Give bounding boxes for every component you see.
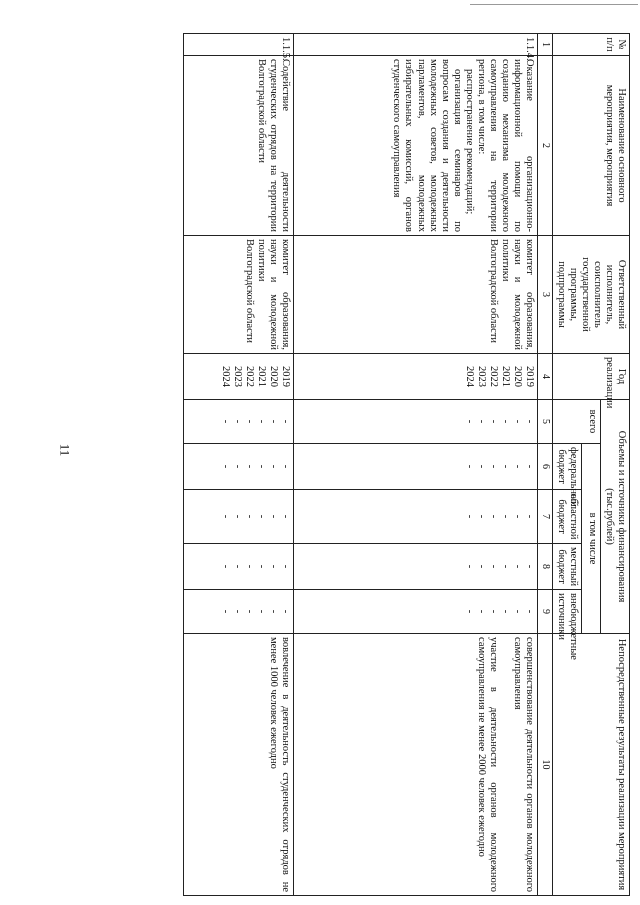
row-result-item: вовлечение в деятельность студенческих отрядов не менее 1000 человек ежегодно [268,637,292,893]
header-extra: внебюджетные источники [552,590,581,634]
row-name-main: Оказание организационно-информационной помощи по созданию механизма молодежного самоуправления на территории региона, в том числе: [475,59,536,232]
row-extra: - - - - - - [294,590,538,634]
col-number: 6 [538,444,553,490]
col-number: 9 [538,590,553,634]
row-local: - - - - - - [184,544,294,590]
header-executor: Ответственный исполнитель, соисполнитель государственной программы, подпрограммы [552,236,629,354]
col-number: 1 [538,34,553,56]
col-number: 4 [538,354,553,400]
row-local: - - - - - - [294,544,538,590]
row-name: Содействие деятельности студенческих отрядов на территории Волгоградской области [184,56,294,236]
col-number: 10 [538,634,553,896]
row-total: - - - - - - [184,400,294,444]
row-result-item: совершенствование деятельности органов молодежного самоуправления [512,637,536,893]
row-results [184,634,294,896]
row-regional: - - - - - - [184,490,294,544]
row-name-sub: организация семинаров по вопросам создания и деятельности молодежных советов, молодежных парламентов, молодежных избирательных комиссий, органов студенческого самоуправления [391,59,463,232]
column-number-row [538,34,553,896]
table-row [184,34,294,896]
header-local: местный бюджет [552,544,581,590]
header-num: № п/п [552,34,629,56]
row-years: 2019 2020 2021 2022 2023 2024 [294,354,538,400]
col-number: 2 [538,56,553,236]
header-funding: Объемы и источники финансирования (тыс.рублей) [600,400,629,634]
row-federal: - - - - - - [184,444,294,490]
row-years: 2019 2020 2021 2022 2023 2024 [184,354,294,400]
col-number: 7 [538,490,553,544]
header-regional: областной бюджет [552,490,581,544]
table-row [294,34,538,896]
row-regional: - - - - - - [294,490,538,544]
col-number: 8 [538,544,553,590]
row-federal: - - - - - - [294,444,538,490]
row-name [294,56,538,236]
row-total: - - - - - - [294,400,538,444]
header-federal: федеральный бюджет [552,444,581,490]
rotated-table-sheet [90,33,630,895]
col-number: 5 [538,400,553,444]
header-year: Год реализации [552,354,629,400]
scan-edge-line [470,4,638,5]
header-name: Наименование основного мероприятия, мероприятия [552,56,629,236]
row-extra: - - - - - - [184,590,294,634]
row-num: 1.1.4. [294,34,538,56]
col-number: 3 [538,236,553,354]
row-results [294,634,538,896]
row-num: 1.1.5. [184,34,294,56]
row-result-item: участие в деятельности органов молодежного самоуправления не менее 2000 человек ежегодно [475,637,499,893]
header-total: всего [552,400,600,444]
row-executor: комитет образования, науки и молодежной политики Волгоградской области [294,236,538,354]
program-measures-table [183,33,630,896]
row-name-sub: распространение рекомендаций; [463,69,475,215]
page-number: 11 [57,443,72,457]
header-results: Непосредственные результаты реализации мероприятия [552,634,629,896]
row-executor: комитет образования, науки и молодежной политики Волгоградской области [184,236,294,354]
header-incl: в том числе [581,444,600,634]
